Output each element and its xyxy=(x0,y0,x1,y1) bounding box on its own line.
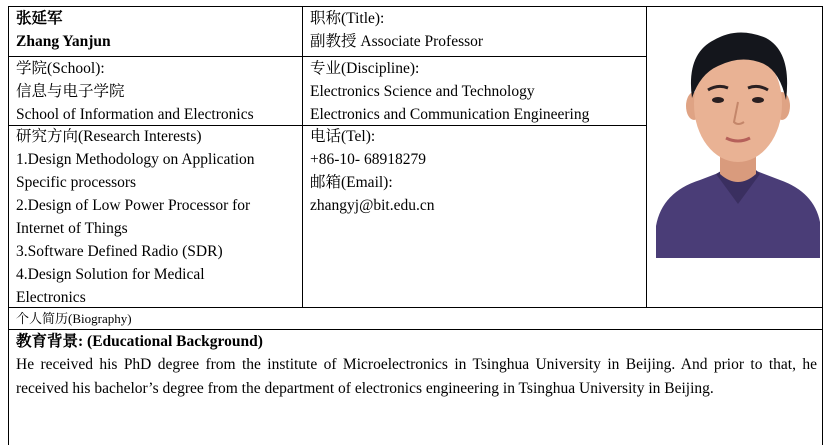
research-line: 1.Design Methodology on Application xyxy=(16,151,255,168)
school-chinese: 信息与电子学院 xyxy=(16,83,125,100)
research-line: 3.Software Defined Radio (SDR) xyxy=(16,243,223,260)
col-divider-2 xyxy=(646,6,647,307)
school-label: 学院(School): xyxy=(16,60,105,77)
education-paragraph: He received his PhD degree from the institute of Microelectronics in Tsinghua University in Beijing. And prior to that, he received his bachelor’s degree from the department of electronics engineering in Tsinghua University in Beijing. xyxy=(16,356,817,397)
email-link[interactable]: zhangyj@bit.edu.cn xyxy=(310,197,435,214)
research-line: Specific processors xyxy=(16,174,137,191)
email-label: 邮箱(Email): xyxy=(310,174,393,191)
research-line: 2.Design of Low Power Processor for xyxy=(16,197,251,214)
research-line: Electronics xyxy=(16,289,86,306)
title-value: 副教授 Associate Professor xyxy=(310,33,484,50)
research-cell xyxy=(8,125,302,307)
education-heading: 教育背景: (Educational Background) xyxy=(16,333,263,350)
discipline-item: Electronics Science and Technology xyxy=(310,83,535,100)
portrait-photo xyxy=(656,14,820,258)
research-line: Internet of Things xyxy=(16,220,128,237)
tel-value: +86-10- 68918279 xyxy=(310,151,426,168)
biography-label: 个人简历(Biography) xyxy=(16,311,132,326)
discipline-label: 专业(Discipline): xyxy=(310,60,420,77)
contact-cell xyxy=(302,125,646,307)
tel-label: 电话(Tel): xyxy=(310,128,376,145)
name-cell xyxy=(8,6,302,56)
education-cell xyxy=(8,329,823,445)
discipline-item: Electronics and Communication Engineering xyxy=(310,106,590,123)
name-english: Zhang Yanjun xyxy=(16,33,111,50)
school-english: School of Information and Electronics xyxy=(16,106,254,123)
title-cell xyxy=(302,6,646,56)
title-label: 职称(Title): xyxy=(310,10,385,27)
name-chinese: 张延军 xyxy=(16,10,63,27)
profile-table xyxy=(8,6,823,445)
school-cell xyxy=(8,56,302,125)
biography-label-cell xyxy=(8,307,823,329)
research-label: 研究方向(Research Interests) xyxy=(16,128,202,145)
discipline-cell xyxy=(302,56,646,125)
research-line: 4.Design Solution for Medical xyxy=(16,266,205,283)
